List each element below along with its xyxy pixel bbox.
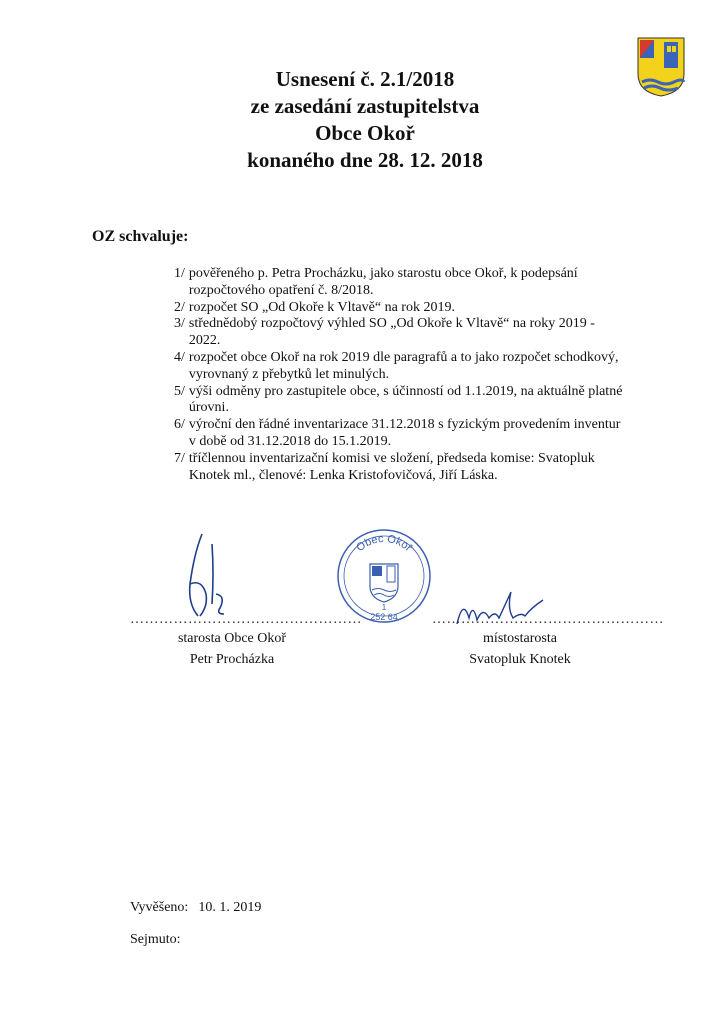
stamp-text: Obec Okoř: [354, 532, 415, 555]
posted-date: 10. 1. 2019: [198, 900, 262, 915]
item-number: 5/: [174, 383, 185, 399]
item-text: střednědobý rozpočtový výhled SO „Od Okoře k Vltavě“ na roky 2019 - 2022.: [188, 316, 595, 349]
svg-text:Obec Okoř: [354, 533, 414, 554]
item-number: 7/: [174, 450, 185, 466]
list-item: [174, 451, 624, 485]
removed-label: Sejmuto:: [130, 932, 181, 947]
title-line-4: konaného dne 28. 12. 2018: [247, 148, 483, 172]
signature-block-left: [166, 628, 298, 670]
removed-row: [130, 932, 181, 948]
item-text: výši odměny pro zastupitele obce, s účinností od 1.1.2019, na aktuálně platné úrovni.: [188, 383, 623, 416]
mayor-signature-icon: [172, 524, 252, 624]
item-number: 4/: [174, 349, 185, 365]
section-heading: OZ schvaluje:: [92, 228, 189, 245]
list-item: [174, 316, 624, 350]
posted-row: [130, 900, 261, 916]
coat-of-arms-icon: [636, 36, 686, 98]
item-text: rozpočet obce Okoř na rok 2019 dle paragrafů a to jako rozpočet schodkový, vyrovnaný z přebytků let minulých.: [188, 349, 619, 382]
list-item: [174, 266, 624, 300]
item-number: 1/: [174, 266, 185, 281]
item-text: rozpočet SO „Od Okoře k Vltavě“ na rok 2019.: [188, 299, 455, 315]
mayor-role: starosta Obce Okoř: [177, 631, 287, 646]
title-line-3: Obce Okoř: [315, 121, 415, 145]
item-text: tříčlennou inventarizační komisi ve složení, předseda komise: Svatopluk Knotek ml., členové: Lenka Kristofovičová, Jiří Láska.: [188, 450, 595, 483]
list-item: [174, 384, 624, 418]
deputy-role: místostarosta: [483, 631, 557, 646]
deputy-name: Svatopluk Knotek: [469, 652, 571, 667]
resolution-list: [174, 266, 624, 484]
stamp-postcode: 252 64: [370, 612, 398, 622]
signature-line-right: …………………………………………: [432, 612, 664, 627]
title-line-1: Usnesení č. 2.1/2018: [275, 67, 455, 91]
document-title: [180, 66, 550, 174]
item-number: 2/: [174, 299, 185, 315]
stamp-number: 1: [381, 603, 387, 612]
list-item: [174, 417, 624, 451]
list-item: [174, 350, 624, 384]
item-number: 3/: [174, 316, 185, 332]
item-text: pověřeného p. Petra Procházku, jako starostu obce Okoř, k podepsání rozpočtového opatření č. 8/2018.: [188, 266, 578, 298]
item-text: výroční den řádné inventarizace 31.12.2018 s fyzickým provedením inventur v době od 31.12.2018 do 15.1.2019.: [188, 417, 621, 449]
signature-block-right: [454, 628, 586, 670]
signature-line-left: …………………………………………: [130, 612, 362, 627]
posted-label: Vyvěšeno:: [130, 900, 189, 915]
title-line-2: ze zasedání zastupitelstva: [250, 94, 480, 118]
list-item: [174, 300, 624, 317]
item-number: 6/: [174, 417, 185, 433]
mayor-name: Petr Procházka: [189, 652, 275, 667]
